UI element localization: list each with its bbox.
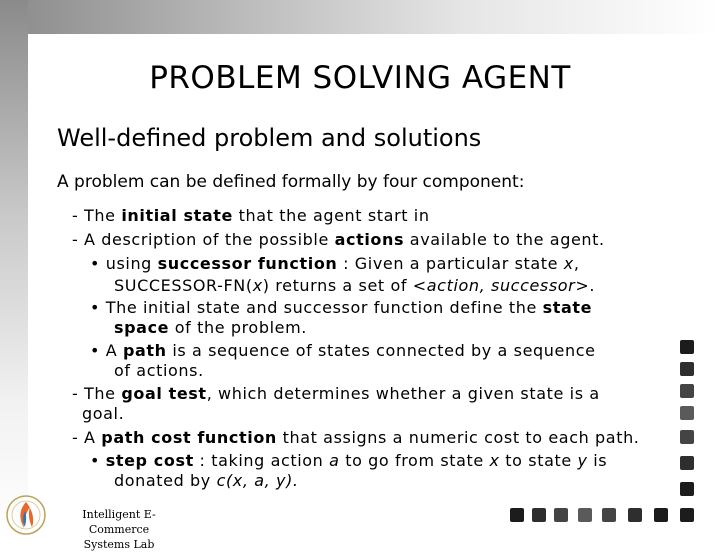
university-logo-icon bbox=[4, 493, 48, 537]
slide-title: PROBLEM SOLVING AGENT bbox=[149, 60, 571, 96]
text: - The bbox=[72, 384, 122, 403]
square-bullet-icon bbox=[578, 508, 592, 522]
text: available to the agent. bbox=[404, 230, 605, 249]
text: , bbox=[573, 254, 580, 273]
slide-subtitle: Well-defined problem and solutions bbox=[57, 124, 482, 152]
text: - A bbox=[72, 428, 102, 447]
body-line-1 bbox=[72, 206, 430, 225]
footer-line-2: Systems Lab bbox=[83, 538, 155, 551]
text: • The initial state and successor function define the bbox=[90, 298, 543, 317]
square-bullet-icon bbox=[680, 362, 694, 376]
text: that the agent start in bbox=[232, 206, 430, 225]
square-bullet-icon bbox=[602, 508, 616, 522]
intro-text: A problem can be defined formally by four component: bbox=[57, 172, 525, 192]
square-bullet-icon bbox=[680, 482, 694, 496]
text: • A bbox=[90, 341, 123, 360]
text: action, successor bbox=[426, 276, 576, 295]
body-line-7 bbox=[90, 341, 596, 360]
square-bullet-icon bbox=[532, 508, 546, 522]
text: : taking action bbox=[193, 451, 330, 470]
body-line-4 bbox=[114, 276, 595, 295]
term-path-cost-function: path cost function bbox=[101, 428, 277, 447]
body-line-9 bbox=[72, 384, 600, 403]
body-line-8: of actions. bbox=[114, 361, 204, 380]
term-path: path bbox=[122, 341, 167, 360]
square-bullet-icon bbox=[554, 508, 568, 522]
text: ) returns a set of < bbox=[262, 276, 427, 295]
body-line-11 bbox=[72, 428, 640, 447]
text: • using bbox=[90, 254, 158, 273]
square-bullet-icon bbox=[680, 406, 694, 420]
body-line-12 bbox=[90, 451, 607, 470]
term-successor-function: successor function bbox=[157, 254, 338, 273]
var-y: y bbox=[577, 451, 588, 470]
text: of the problem. bbox=[169, 318, 307, 337]
text: , which determines whether a given state is a bbox=[206, 384, 600, 403]
text: - The bbox=[72, 206, 122, 225]
footer-lab-name bbox=[60, 507, 178, 552]
footer-line-1: Intelligent E-Commerce bbox=[82, 508, 156, 536]
term-space: space bbox=[114, 318, 170, 337]
body-line-13 bbox=[114, 471, 299, 490]
term-actions: actions bbox=[334, 230, 405, 249]
square-bullet-icon bbox=[680, 384, 694, 398]
body-line-6 bbox=[114, 318, 307, 337]
square-bullet-icon bbox=[680, 340, 694, 354]
square-bullet-icon bbox=[654, 508, 668, 522]
var-x: x bbox=[489, 451, 500, 470]
body-line-3 bbox=[90, 254, 580, 273]
term-state: state bbox=[542, 298, 593, 317]
body-line-10: goal. bbox=[82, 404, 125, 423]
square-bullet-icon bbox=[628, 508, 642, 522]
body-line-5 bbox=[90, 298, 592, 317]
formula-cost: c(x, a, y). bbox=[216, 471, 299, 490]
text: to go from state bbox=[339, 451, 490, 470]
text: >. bbox=[575, 276, 596, 295]
text: is bbox=[587, 451, 608, 470]
term-initial-state: initial state bbox=[121, 206, 233, 225]
square-bullet-icon bbox=[680, 430, 694, 444]
var-x: x bbox=[252, 276, 263, 295]
var-x: x bbox=[563, 254, 574, 273]
var-a: a bbox=[329, 451, 340, 470]
text: : Given a particular state bbox=[337, 254, 564, 273]
square-bullet-icon bbox=[510, 508, 524, 522]
body-line-2 bbox=[72, 230, 605, 249]
top-gradient-bar bbox=[0, 0, 720, 34]
text: is a sequence of states connected by a sequence bbox=[166, 341, 596, 360]
square-bullet-icon bbox=[680, 508, 694, 522]
text: SUCCESSOR-FN( bbox=[114, 276, 253, 295]
text: that assigns a numeric cost to each path. bbox=[276, 428, 640, 447]
text: donated by bbox=[114, 471, 217, 490]
term-step-cost: step cost bbox=[105, 451, 194, 470]
text: • bbox=[90, 451, 106, 470]
text: to state bbox=[499, 451, 578, 470]
square-bullet-icon bbox=[680, 456, 694, 470]
text: - A description of the possible bbox=[72, 230, 335, 249]
term-goal-test: goal test bbox=[121, 384, 207, 403]
